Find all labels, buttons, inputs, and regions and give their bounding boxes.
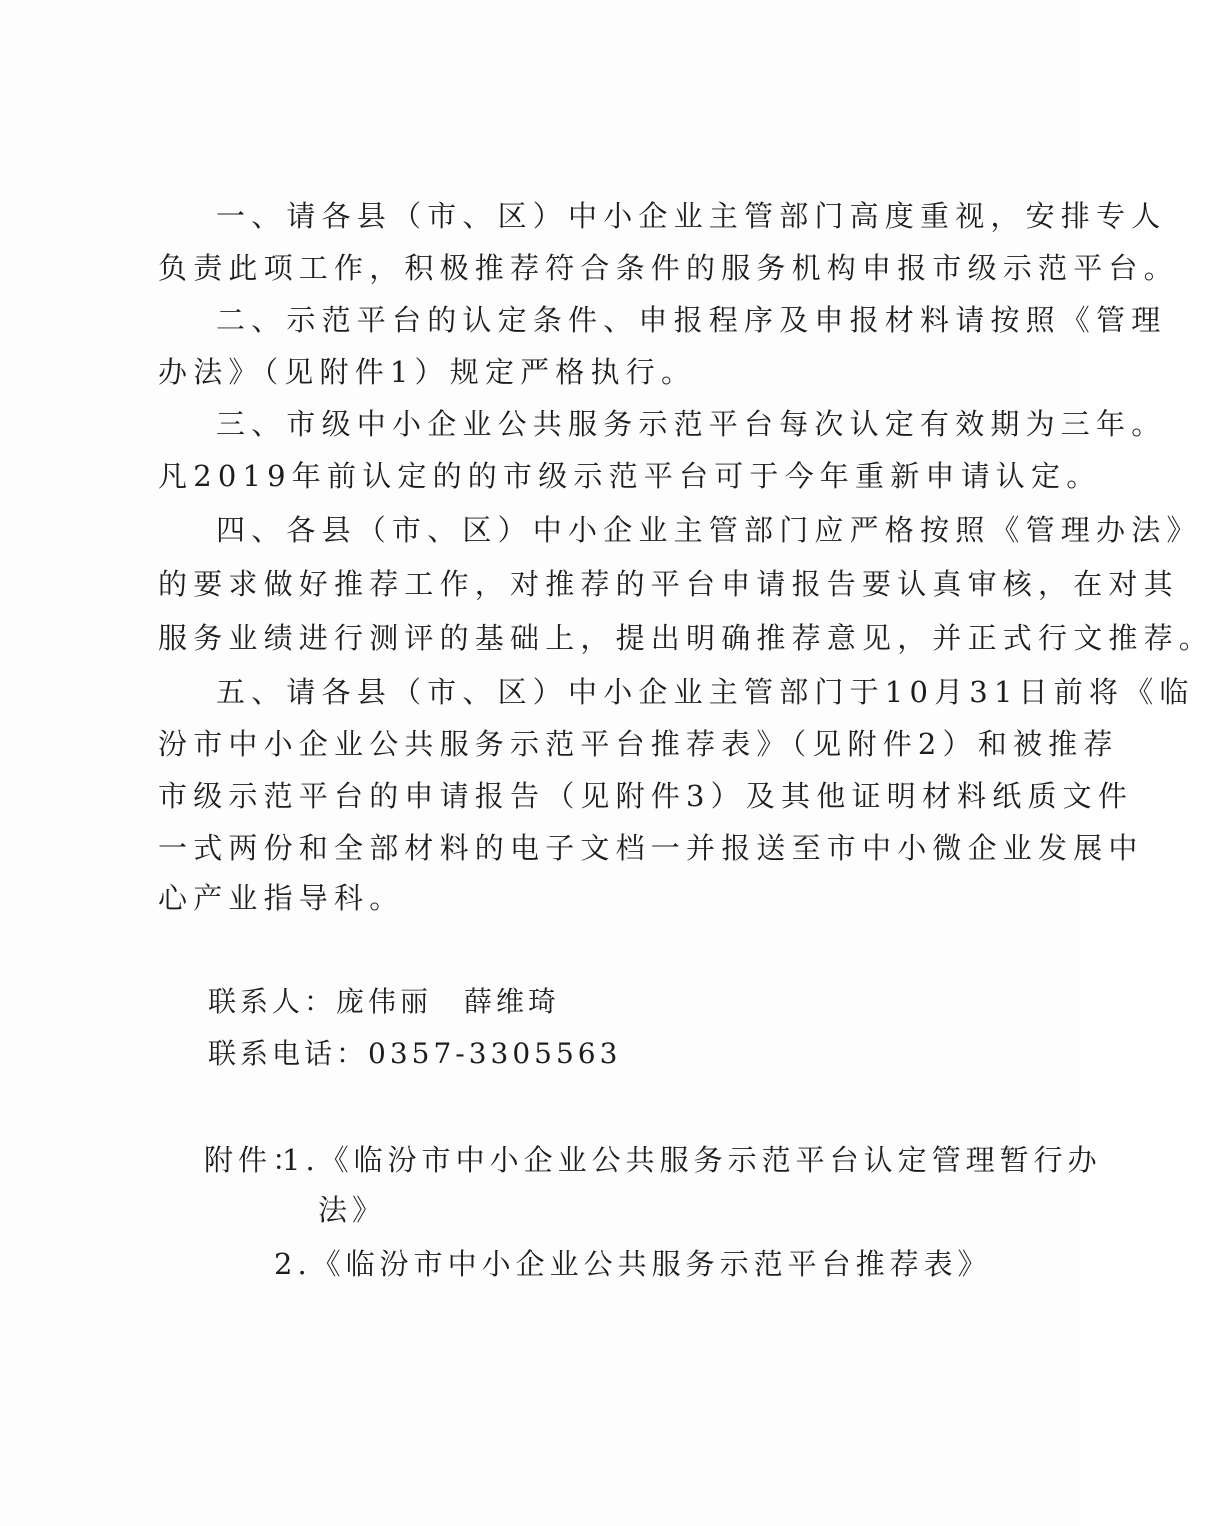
attachment-2: 2.《临汾市中小企业公共服务示范平台推荐表》 [274,1247,992,1281]
item-5-line-2: 汾市中小企业公共服务示范平台推荐表》（见附件2）和被推荐 [158,727,1119,761]
attachment-1-line-1: 1.《临汾市中小企业公共服务示范平台认定管理暂行办 [282,1143,1102,1177]
item-4-line-3: 服务业绩进行测评的基础上，提出明确推荐意见，并正式行文推荐。 [158,621,1214,655]
attachments-label: 附件： [204,1143,307,1177]
item-5-line-4: 一式两份和全部材料的电子文档一并报送至市中小微企业发展中 [158,831,1144,865]
item-2-line-1: 二、示范平台的认定条件、申报程序及申报材料请按照《管理 [216,303,1167,337]
item-1-line-2: 负责此项工作，积极推荐符合条件的服务机构申报市级示范平台。 [158,251,1179,285]
item-5-line-3: 市级示范平台的申请报告（见附件3）及其他证明材料纸质文件 [158,779,1134,813]
item-4-line-2: 的要求做好推荐工作，对推荐的平台申请报告要认真审核，在对其 [158,567,1179,601]
item-4-line-1: 四、各县（市、区）中小企业主管部门应严格按照《管理办法》 [216,513,1202,547]
item-5-line-1: 五、请各县（市、区）中小企业主管部门于10月31日前将《临 [216,675,1195,709]
item-2-line-2: 办法》（见附件1）规定严格执行。 [158,355,697,389]
item-5-line-5: 心产业指导科。 [158,881,405,915]
contact-person: 联系人：庞伟丽 薛维琦 [208,985,561,1018]
attachment-1-line-2: 法》 [318,1193,387,1227]
contact-phone: 联系电话：0357-3305563 [208,1037,622,1070]
item-3-line-2: 凡2019年前认定的的市级示范平台可于今年重新申请认定。 [158,459,1102,493]
item-1-line-1: 一、请各县（市、区）中小企业主管部门高度重视，安排专人 [216,199,1167,233]
item-3-line-1: 三、市级中小企业公共服务示范平台每次认定有效期为三年。 [216,407,1167,441]
